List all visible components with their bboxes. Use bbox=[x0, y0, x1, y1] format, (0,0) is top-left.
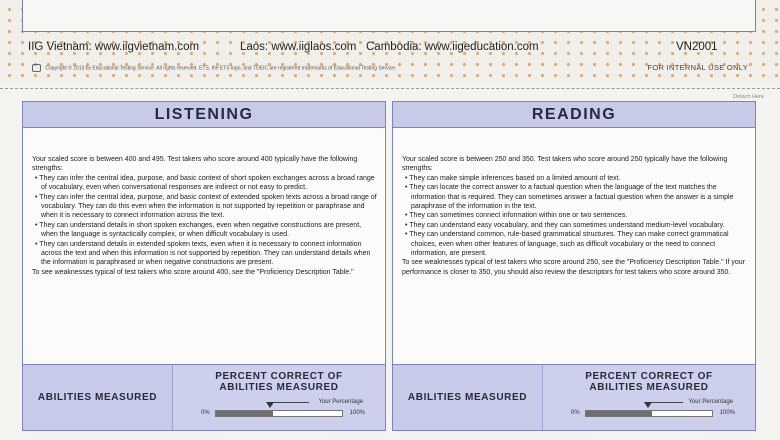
percentage-pointer-line bbox=[647, 402, 683, 403]
bar-min-label: 0% bbox=[571, 410, 580, 416]
listening-percent-box bbox=[173, 365, 385, 430]
percent-title-line-1: PERCENT CORRECT OF bbox=[215, 371, 343, 382]
reading-intro: Your scaled score is between 250 and 350. Test takers who score around 250 typically have the following strengths: bbox=[402, 156, 728, 173]
listening-bullet: • They can infer the central idea, purpose, and basic context of short spoken exchanges across a broad range of vocabulary, even when conversational responses are indirect or not easy to predict. bbox=[35, 174, 375, 192]
percent-title-line-1: PERCENT CORRECT OF bbox=[585, 371, 713, 382]
listening-abilities-label: ABILITIES MEASURED bbox=[23, 365, 173, 430]
reading-percent-bar bbox=[571, 409, 735, 419]
listening-panel bbox=[22, 101, 386, 431]
reading-footer bbox=[393, 364, 755, 430]
detach-label: Detach Here bbox=[733, 94, 764, 100]
ets-logo-icon bbox=[32, 64, 41, 72]
your-percentage-label: Your Percentage bbox=[688, 399, 733, 405]
reading-panel bbox=[392, 101, 756, 431]
contact-laos[interactable]: Laos: www.iiglaos.com bbox=[240, 41, 357, 53]
listening-intro: Your scaled score is between 400 and 495. Test takers who score around 400 typically have the following strengths: bbox=[32, 156, 358, 173]
contact-line bbox=[28, 41, 748, 57]
percent-title-line-2: ABILITIES MEASURED bbox=[219, 382, 339, 393]
copyright-line bbox=[32, 64, 748, 74]
contact-cambodia[interactable]: Cambodia: www.iigeducation.com bbox=[366, 41, 539, 53]
bar-fill bbox=[216, 411, 273, 416]
percentage-pointer-line bbox=[269, 402, 309, 403]
listening-bullet: • They can understand details in short spoken exchanges, even when negative constructions are present, when the language is syntactically complex, or when difficult vocabulary is used. bbox=[35, 221, 362, 239]
reading-closing: To see weaknesses typical of test takers who score around 250, see the "Proficiency Description Table." If your performance is closer to 350, you should also review the descriptors for test takers who score around 350. bbox=[402, 259, 745, 276]
form-code: VN2001 bbox=[676, 41, 718, 53]
listening-title: LISTENING bbox=[154, 105, 254, 123]
reading-header bbox=[393, 102, 755, 128]
listening-bullet: • They can infer the central idea, purpose, and basic context of extended spoken texts across a broad range of vocabulary. They can do this even when the information is not supported by repetition or paraphrase and when it is necessary to connect information across the text. bbox=[35, 193, 377, 220]
listening-bullet: • They can understand details in extended spoken texts, even when it is necessary to connect information across the text and when this information is not supported by repetition. They can understand details when the information is paraphrased or when negative constructions are present. bbox=[35, 240, 371, 267]
listening-percent-bar bbox=[201, 409, 365, 419]
your-percentage-label: Your Percentage bbox=[318, 399, 363, 405]
listening-header bbox=[23, 102, 385, 128]
listening-body bbox=[23, 128, 385, 277]
bar-max-label: 100% bbox=[349, 410, 365, 416]
reading-bullet: • They can sometimes connect information within one or two sentences. bbox=[405, 212, 628, 220]
reading-body bbox=[393, 128, 755, 277]
reading-percent-box bbox=[543, 365, 755, 430]
reading-bullet: • They can make simple inferences based on a limited amount of text. bbox=[405, 174, 621, 182]
bar-track bbox=[215, 410, 343, 417]
detach-cut-line bbox=[0, 88, 780, 89]
top-frame bbox=[22, 0, 756, 32]
percentage-arrow-icon bbox=[644, 402, 652, 408]
listening-footer bbox=[23, 364, 385, 430]
listening-closing: To see weaknesses typical of test takers who score around 400, see the "Proficiency Description Table." bbox=[32, 268, 354, 276]
bar-fill bbox=[586, 411, 652, 416]
percent-title-line-2: ABILITIES MEASURED bbox=[589, 382, 709, 393]
internal-use-label: FOR INTERNAL USE ONLY bbox=[647, 63, 748, 72]
copyright-text: Copyright © 2013 by Educational Testing Service. All rights reserved. ETS, the ETS logo, and TOEIC are registered trademarks of Educational Testing Service. bbox=[45, 65, 397, 72]
contact-vietnam[interactable]: IIG Vietnam: www.iigvietnam.com bbox=[28, 41, 200, 53]
reading-bullet: • They can understand easy vocabulary, and they can sometimes understand medium-level vocabulary. bbox=[405, 221, 725, 229]
reading-bullet: • They can understand common, rule-based grammatical structures. They can make correct grammatical choices, even when other features of language, such as difficult vocabulary or the need to connect information, are present. bbox=[405, 231, 729, 258]
bar-track bbox=[585, 410, 713, 417]
bar-max-label: 100% bbox=[719, 410, 735, 416]
reading-title: READING bbox=[531, 105, 617, 123]
reading-percent-title bbox=[543, 371, 755, 393]
listening-percent-title bbox=[173, 371, 385, 393]
reading-abilities-label: ABILITIES MEASURED bbox=[393, 365, 543, 430]
bar-min-label: 0% bbox=[201, 410, 210, 416]
reading-bullet: • They can locate the correct answer to a factual question when the language of the text matches the information that is required. They can sometimes answer a factual question when the answer is a simple paraphrase of the information in the text. bbox=[405, 184, 734, 211]
percentage-arrow-icon bbox=[266, 402, 274, 408]
